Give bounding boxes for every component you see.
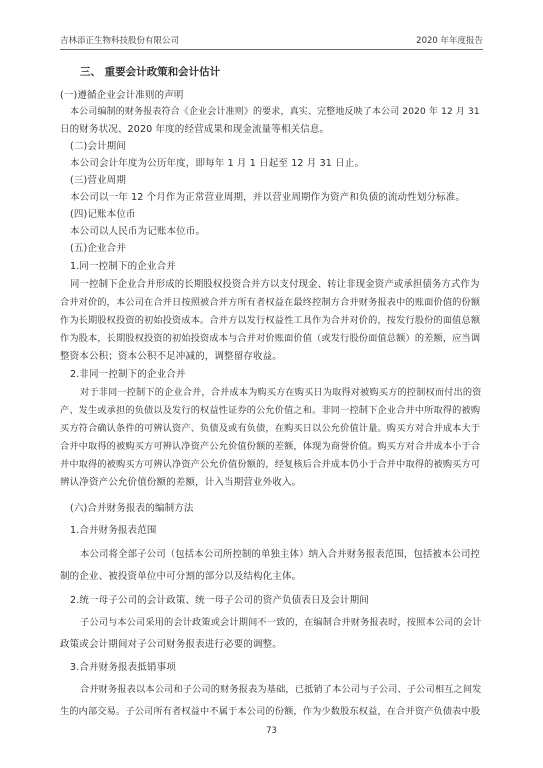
item-heading: 3.合并财务报表抵销事项 (70, 662, 176, 673)
paragraph-line: 本公司以一年 12 个月作为正常营业周期，并以营业周期作为资产和负债的流动性划分标准。 (70, 192, 466, 203)
paragraph-line: 整资本公积；资本公积不足冲减的，调整留存收益。 (60, 351, 282, 362)
paragraph-line: 制的企业、被投资单位中可分割的部分以及结构化主体。 (60, 571, 302, 582)
paragraph-line: 政策或会计期间对子公司财务报表进行必要的调整。 (60, 639, 282, 650)
subsection-heading: (二)会计期间 (70, 141, 126, 152)
item-heading: 1.合并财务报表范围 (70, 525, 157, 536)
section-title: 三、 重要会计政策和会计估计 (80, 66, 221, 78)
paragraph-line: 本公司将全部子公司（包括本公司所控制的单独主体）纳入合并财务报表范围，包括被本公司控 (80, 549, 481, 560)
page-number: 73 (266, 726, 277, 736)
subsection-heading: (四)记账本位币 (70, 209, 136, 220)
paragraph-line: 本公司以人民币为记账本位币。 (70, 226, 206, 237)
paragraph-line: 日的财务状况、2020 年度的经营成果和现金流量等相关信息。 (60, 124, 330, 135)
paragraph-line: 本公司编制的财务报表符合《企业会计准则》的要求，真实、完整地反映了本公司 2020 年 12 月 31 (70, 107, 480, 117)
subsection-heading: (一)遵循企业会计准则的声明 (60, 90, 184, 101)
paragraph-line: 生的内部交易。子公司所有者权益中不属于本公司的份额，作为少数股东权益，在合并资产负债表中股 (60, 706, 481, 717)
item-heading: 1.同一控制下的企业合并 (70, 261, 176, 272)
paragraph-line: 并中取得的被购买方可辨认净资产公允价值份额的，经复核后合并成本仍小于合并中取得的被购买方可 (60, 459, 481, 470)
item-heading: 2.统一母子公司的会计政策、统一母子公司的资产负债表日及会计期间 (70, 595, 369, 606)
header-divider (60, 49, 483, 50)
paragraph-line: 辨认净资产公允价值份额的差额，计入当期营业外收入。 (60, 477, 302, 488)
page-header (60, 34, 483, 48)
paragraph-line: 本公司会计年度为公历年度，即每年 1 月 1 日起至 12 月 31 日止。 (70, 158, 365, 169)
paragraph-line: 产、发生或承担的负债以及发行的权益性证券的公允价值之和。非同一控制下企业合并中所取得的被购 (60, 405, 481, 416)
paragraph-line: 作为长期股权投资的初始投资成本。合并方以发行权益性工具作为合并对价的，按发行股份的面值总额 (60, 315, 481, 326)
subsection-heading: (六)合并财务报表的编制方法 (70, 503, 194, 514)
paragraph-line: 作为股本，长期股权投资的初始投资成本与合并对价账面价值（或发行股份面值总额）的差额，应当调 (60, 333, 481, 344)
header-company-name: 吉林添正生物科技股份有限公司 (60, 36, 180, 46)
header-report-title: 2020 年年度报告 (416, 36, 483, 46)
subsection-heading: (三)营业周期 (70, 175, 126, 186)
paragraph-line: 对于非同一控制下的企业合并，合并成本为购买方在购买日为取得对被购买方的控制权而付出的资 (80, 387, 482, 398)
paragraph-line: 子公司与本公司采用的会计政策或会计期间不一致的，在编制合并财务报表时，按照本公司的会计 (80, 617, 482, 628)
paragraph-line: 同一控制下企业合并形成的长期股权投资合并方以支付现金、转让非现金资产或承担债务方式作为 (70, 279, 480, 290)
paragraph-line: 合并财务报表以本公司和子公司的财务报表为基础，已抵销了本公司与子公司、子公司相互之间发 (80, 684, 482, 695)
paragraph-line: 合并中取得的被购买方可辨认净资产公允价值份额的差额，体现为商誉价值。购买方对合并成本小于合 (60, 441, 481, 452)
subsection-heading: (五)企业合并 (70, 243, 126, 254)
paragraph-line: 买方符合确认条件的可辨认资产、负债及或有负债，在购买日以公允价值计量。购买方对合并成本大于 (60, 423, 481, 434)
item-heading: 2.非同一控制下的企业合并 (70, 369, 186, 380)
paragraph-line: 合并对价的，本公司在合并日按照被合并方所有者权益在最终控制方合并财务报表中的账面价值的份额 (60, 297, 481, 308)
